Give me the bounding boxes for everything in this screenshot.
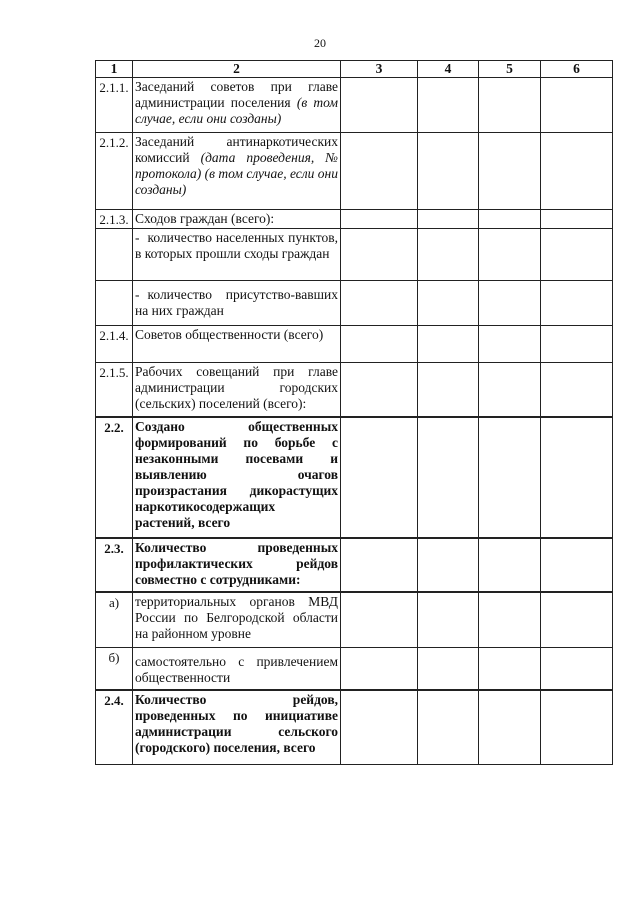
row-label: Сходов граждан (всего):: [133, 210, 341, 229]
table-row: [96, 281, 613, 326]
row-number: 2.1.4.: [96, 326, 133, 363]
table-row: [96, 326, 613, 363]
table-row: [96, 690, 613, 765]
row-number: 2.1.1.: [96, 78, 133, 133]
row-label: территориальных органов МВД России по Белгородской области на районном уровне: [133, 592, 341, 648]
row-label: Заседаний антинаркотических комиссий (дата проведения, № протокола) (в том случае, если они созданы): [133, 133, 341, 210]
row-number: 2.3.: [96, 538, 133, 592]
row-label: Заседаний советов при главе администрации поселения (в том случае, если они созданы): [133, 78, 341, 133]
table-row: [96, 417, 613, 538]
row-number: [96, 281, 133, 326]
header-row: [96, 61, 613, 78]
report-table: [95, 60, 613, 765]
row-label: Количество рейдов, проведенных по инициативе администрации сельского (городского) поселения, всего: [133, 690, 341, 765]
row-label: - количество населенных пунктов, в которых прошли сходы граждан: [133, 229, 341, 281]
table-row: [96, 363, 613, 417]
row-label: - количество присутство-вавших на них граждан: [133, 281, 341, 326]
table-row: [96, 78, 613, 133]
table-row: [96, 538, 613, 592]
header-col-6: 6: [541, 61, 613, 78]
header-col-1: 1: [96, 61, 133, 78]
page-number: 20: [314, 36, 326, 50]
row-number: б): [96, 648, 133, 690]
row-number: 2.2.: [96, 417, 133, 538]
row-label: Создано общественных формирований по борьбе с незаконными посевами и выявлению очагов произрастания дикорастущих наркотикосодержащих растений, всего: [133, 417, 341, 538]
row-label: Количество проведенных профилактических рейдов совместно с сотрудниками:: [133, 538, 341, 592]
row-number: 2.1.5.: [96, 363, 133, 417]
header-col-3: 3: [341, 61, 418, 78]
row-number: 2.1.2.: [96, 133, 133, 210]
header-col-5: 5: [479, 61, 541, 78]
header-col-2: 2: [133, 61, 341, 78]
table-row: [96, 210, 613, 229]
table-row: [96, 592, 613, 648]
row-label: Рабочих совещаний при главе администрации городских (сельских) поселений (всего):: [133, 363, 341, 417]
table-row: [96, 133, 613, 210]
row-number: а): [96, 592, 133, 648]
row-label: Советов общественности (всего): [133, 326, 341, 363]
header-col-4: 4: [418, 61, 479, 78]
row-number: 2.4.: [96, 690, 133, 765]
row-number: [96, 229, 133, 281]
row-label: самостоятельно с привлечением общественности: [133, 648, 341, 690]
table-row: [96, 229, 613, 281]
table-row: [96, 648, 613, 690]
row-number: 2.1.3.: [96, 210, 133, 229]
